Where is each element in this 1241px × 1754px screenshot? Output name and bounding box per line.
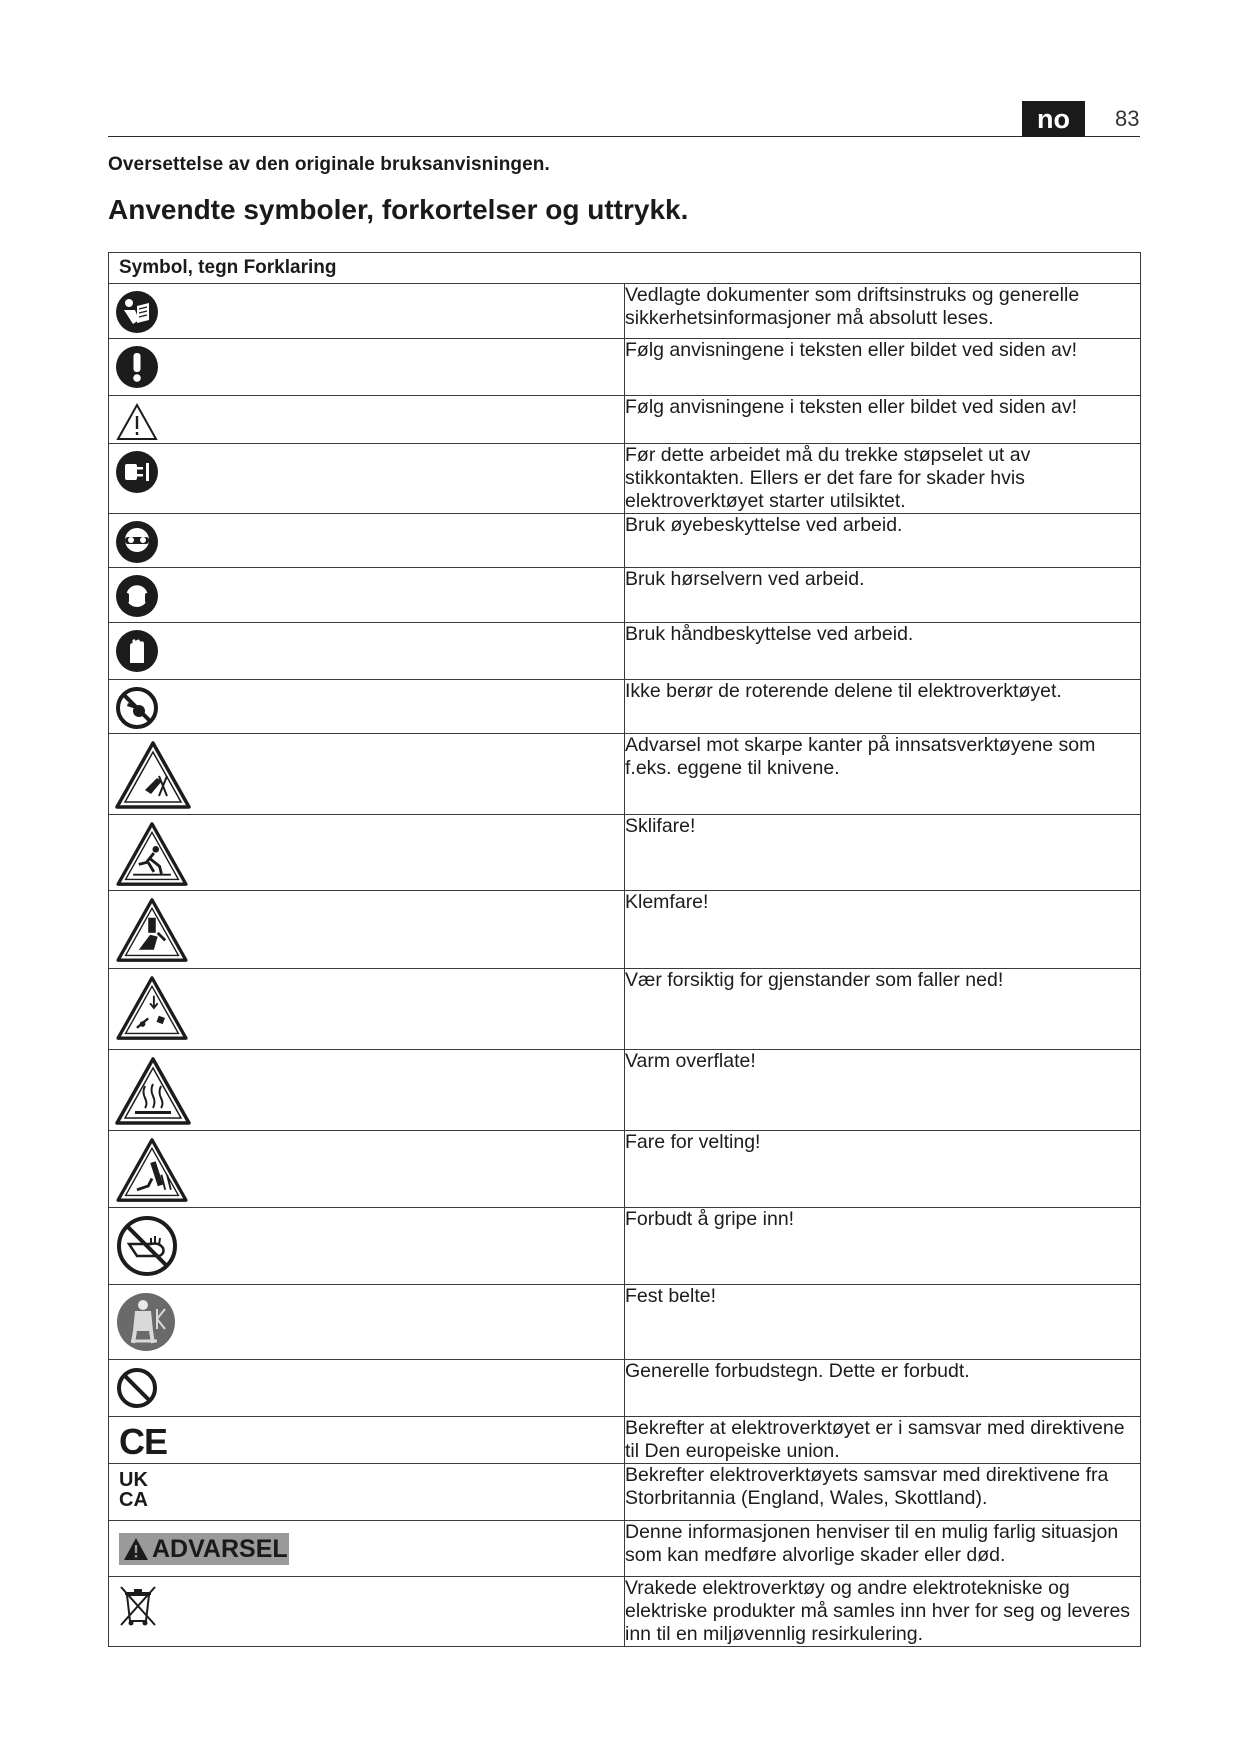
document-subtitle: Oversettelse av den originale bruksanvisningen.	[108, 154, 550, 175]
advarsel-text: ADVARSEL	[152, 1535, 288, 1563]
ce-mark-icon: CE	[119, 1421, 168, 1462]
symbols-table	[108, 252, 1141, 1647]
page-title: Anvendte symboler, forkortelser og uttrykk.	[108, 194, 689, 225]
table-header	[109, 253, 1141, 284]
hand-protection-icon	[115, 629, 159, 673]
crush-hazard-icon	[115, 897, 189, 963]
table-row	[109, 815, 1141, 891]
ukca-line-2: CA	[119, 1489, 148, 1511]
tipping-hazard-icon	[115, 1137, 189, 1203]
table-row	[109, 969, 1141, 1050]
table-row	[109, 1417, 1141, 1464]
table-header-row	[109, 253, 1141, 284]
row-explanation: Fest belte!	[625, 1285, 1141, 1360]
row-explanation: Bruk hørselvern ved arbeid.	[625, 568, 1141, 623]
row-explanation: Bekrefter at elektroverktøyet er i samsvar med direktivene til Den europeiske union.	[625, 1417, 1141, 1464]
table-row	[109, 680, 1141, 734]
row-explanation: Sklifare!	[625, 815, 1141, 891]
advarsel-label-icon	[119, 1533, 289, 1565]
row-explanation: Bekrefter elektroverktøyets samsvar med direktivene fra Storbritannia (England, Wales, Skottland).	[625, 1464, 1141, 1521]
table-row	[109, 1131, 1141, 1208]
warning-triangle-small-icon	[123, 1537, 149, 1561]
table-row	[109, 891, 1141, 969]
row-explanation: Før dette arbeidet må du trekke støpselet ut av stikkontakten. Ellers er det fare for skader hvis elektroverktøyet starter utilsiktet.	[625, 444, 1141, 514]
mandatory-exclamation-icon	[115, 345, 159, 389]
fasten-belt-icon	[115, 1291, 177, 1353]
table-row	[109, 396, 1141, 444]
language-badge: no	[1022, 101, 1085, 137]
ukca-mark-icon	[119, 1470, 148, 1510]
row-explanation: Følg anvisningene i teksten eller bildet ved siden av!	[625, 396, 1141, 444]
ukca-line-1: UK	[119, 1469, 148, 1491]
table-row	[109, 339, 1141, 396]
row-explanation: Vær forsiktig for gjenstander som faller ned!	[625, 969, 1141, 1050]
table-row	[109, 514, 1141, 568]
table-row	[109, 1050, 1141, 1131]
row-explanation: Vedlagte dokumenter som driftsinstruks og generelle sikkerhetsinformasjoner må absolutt leses.	[625, 284, 1141, 339]
row-explanation: Fare for velting!	[625, 1131, 1141, 1208]
falling-objects-icon	[115, 975, 189, 1041]
no-touch-rotating-icon	[115, 686, 159, 730]
warning-triangle-icon	[115, 402, 159, 442]
read-manual-icon	[115, 290, 159, 334]
row-explanation: Bruk øyebeskyttelse ved arbeid.	[625, 514, 1141, 568]
table-row	[109, 568, 1141, 623]
row-explanation: Advarsel mot skarpe kanter på innsatsverktøyene som f.eks. eggene til knivene.	[625, 734, 1141, 815]
table-row	[109, 734, 1141, 815]
header-symbol: Symbol, tegn	[119, 257, 239, 278]
hot-surface-icon	[115, 1056, 191, 1126]
row-explanation: Varm overflate!	[625, 1050, 1141, 1131]
table-row	[109, 1208, 1141, 1285]
table-row	[109, 1464, 1141, 1521]
table-row	[109, 1521, 1141, 1577]
header-rule	[108, 136, 1140, 137]
table-row	[109, 1285, 1141, 1360]
no-reach-in-icon	[115, 1214, 179, 1278]
table-row	[109, 284, 1141, 339]
prohibition-icon	[115, 1366, 159, 1410]
eye-protection-icon	[115, 520, 159, 564]
row-explanation: Generelle forbudstegn. Dette er forbudt.	[625, 1360, 1141, 1417]
table-row	[109, 444, 1141, 514]
row-explanation: Klemfare!	[625, 891, 1141, 969]
header-explanation: Forklaring	[243, 257, 337, 278]
weee-bin-icon	[115, 1583, 161, 1629]
sharp-edges-warning-icon	[115, 740, 191, 810]
row-explanation: Forbudt å gripe inn!	[625, 1208, 1141, 1285]
row-explanation: Vrakede elektroverktøy og andre elektrotekniske og elektriske produkter må samles inn hver for seg og leveres inn til en miljøvennlig resirkulering.	[625, 1577, 1141, 1647]
row-explanation: Denne informasjonen henviser til en mulig farlig situasjon som kan medføre alvorlige skader eller død.	[625, 1521, 1141, 1577]
unplug-icon	[115, 450, 159, 494]
hearing-protection-icon	[115, 574, 159, 618]
row-explanation: Følg anvisningene i teksten eller bildet ved siden av!	[625, 339, 1141, 396]
page-number: 83	[1115, 106, 1140, 131]
row-explanation: Ikke berør de roterende delene til elektroverktøyet.	[625, 680, 1141, 734]
table-row	[109, 1360, 1141, 1417]
table-row	[109, 623, 1141, 680]
row-explanation: Bruk håndbeskyttelse ved arbeid.	[625, 623, 1141, 680]
slip-hazard-icon	[115, 821, 189, 887]
table-row	[109, 1577, 1141, 1647]
